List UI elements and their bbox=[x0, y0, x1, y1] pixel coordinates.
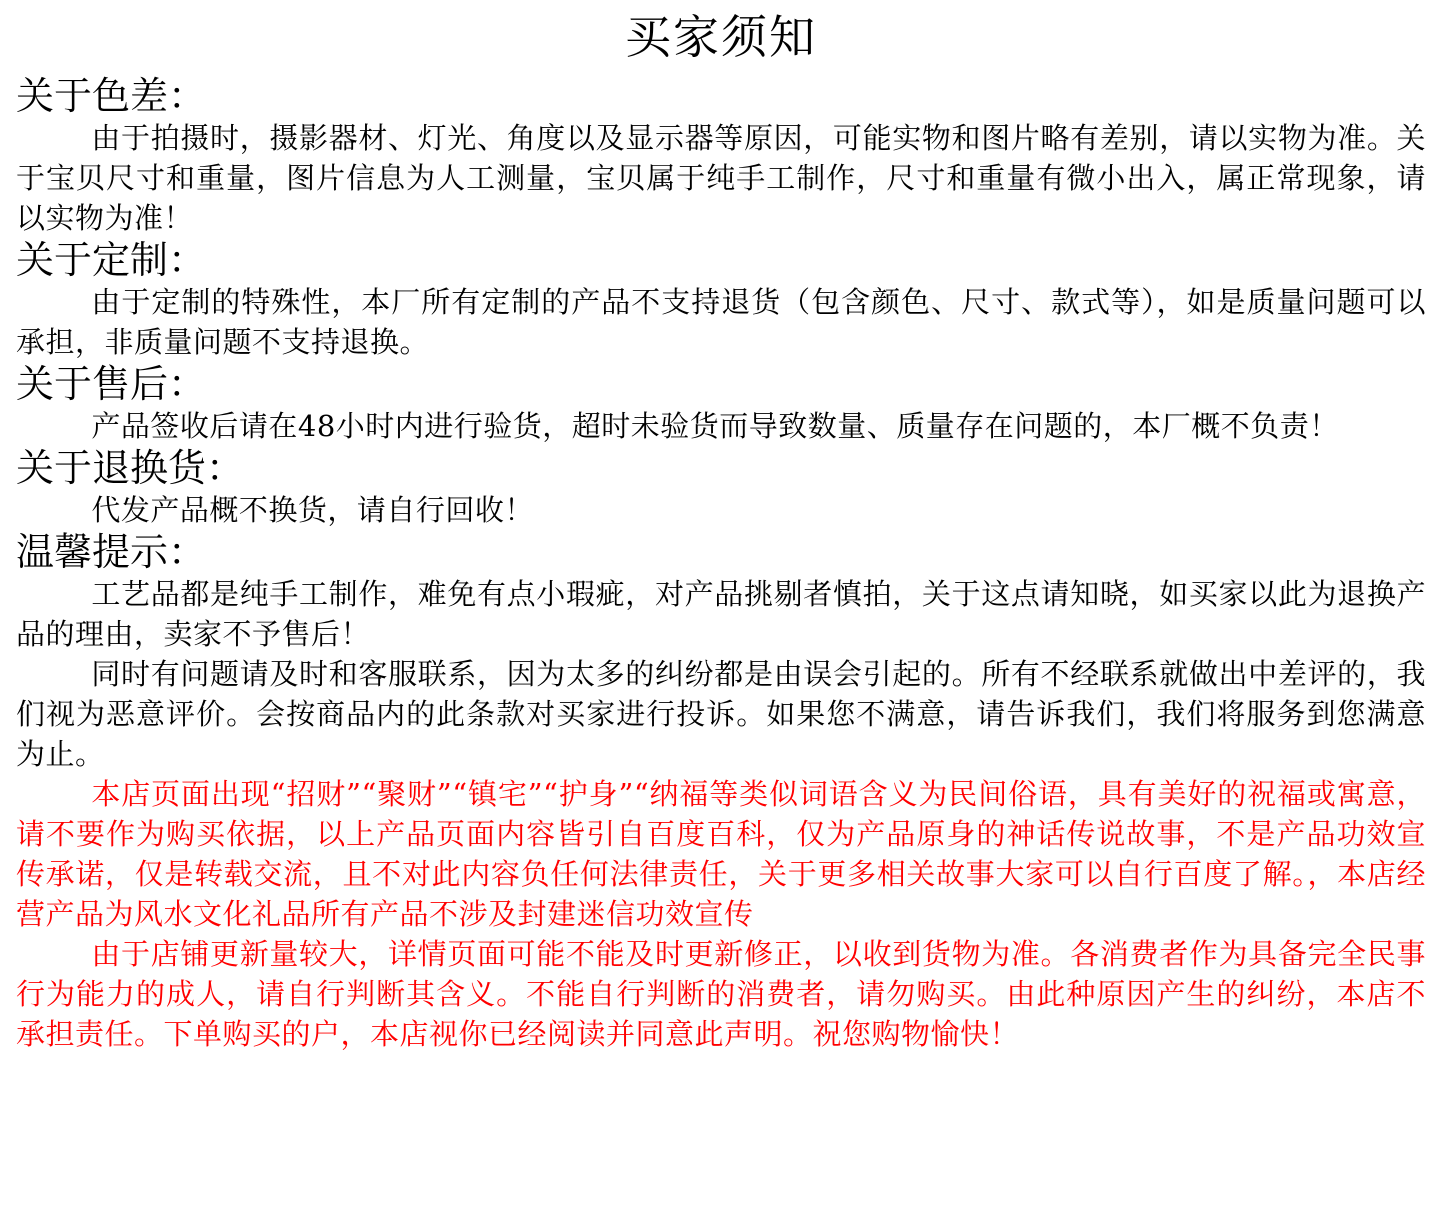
section-paragraph-returns: 代发产品概不换货，请自行回收！ bbox=[91, 493, 534, 527]
buyer-notice-page bbox=[16, 0, 1426, 1054]
section-heading-customization: 关于定制： bbox=[16, 238, 207, 282]
section-returns bbox=[16, 446, 1426, 530]
section-paragraph-reminder-craft: 工艺品都是纯手工制作，难免有点小瑕疵，对产品挑剔者慎拍，关于这点请知晓，如买家以此为退换产品的理由，卖家不予售后！ bbox=[16, 577, 1426, 651]
section-after-sales bbox=[16, 362, 1426, 446]
section-paragraph-color-difference: 由于拍摄时，摄影器材、灯光、角度以及显示器等原因，可能实物和图片略有差别，请以实物为准。关于宝贝尺寸和重量，图片信息为人工测量，宝贝属于纯手工制作，尺寸和重量有微小出入，属正常现象，请以实物为准！ bbox=[16, 121, 1426, 235]
disclaimer-block bbox=[16, 774, 1426, 1054]
page-title: 买家须知 bbox=[625, 10, 817, 64]
section-heading-friendly-reminder: 温馨提示： bbox=[16, 530, 207, 574]
section-heading-color-difference: 关于色差： bbox=[16, 74, 207, 118]
section-paragraph-customization: 由于定制的特殊性，本厂所有定制的产品不支持退货（包含颜色、尺寸、款式等），如是质量问题可以承担，非质量问题不支持退换。 bbox=[16, 285, 1426, 359]
disclaimer-paragraph-folk-terms: 本店页面出现“招财”“聚财”“镇宅”“护身”“纳福等类似词语含义为民间俗语，具有美好的祝福或寓意，请不要作为购买依据，以上产品页面内容皆引自百度百科，仅为产品原身的神话传说故事，不是产品功效宣传承诺，仅是转载交流，且不对此内容负任何法律责任，关于更多相关故事大家可以自行百度了解。，本店经营产品为风水文化礼品所有产品不涉及封建迷信功效宣传 bbox=[16, 777, 1426, 931]
section-paragraph-after-sales: 产品签收后请在48小时内进行验货，超时未验货而导致数量、质量存在问题的，本厂概不负责！ bbox=[91, 409, 1339, 443]
section-friendly-reminder bbox=[16, 530, 1426, 774]
disclaimer-paragraph-updates: 由于店铺更新量较大，详情页面可能不能及时更新修正，以收到货物为准。各消费者作为具备完全民事行为能力的成人，请自行判断其含义。不能自行判断的消费者，请勿购买。由此种原因产生的纠纷，本店不承担责任。下单购买的户，本店视你已经阅读并同意此声明。祝您购物愉快！ bbox=[16, 937, 1426, 1051]
section-customization bbox=[16, 238, 1426, 362]
section-paragraph-reminder-contact: 同时有问题请及时和客服联系，因为太多的纠纷都是由误会引起的。所有不经联系就做出中差评的，我们视为恶意评价。会按商品内的此条款对买家进行投诉。如果您不满意，请告诉我们，我们将服务到您满意为止。 bbox=[16, 657, 1426, 771]
section-heading-after-sales: 关于售后： bbox=[16, 362, 207, 406]
section-heading-returns: 关于退换货： bbox=[16, 446, 245, 490]
section-color-difference bbox=[16, 74, 1426, 238]
